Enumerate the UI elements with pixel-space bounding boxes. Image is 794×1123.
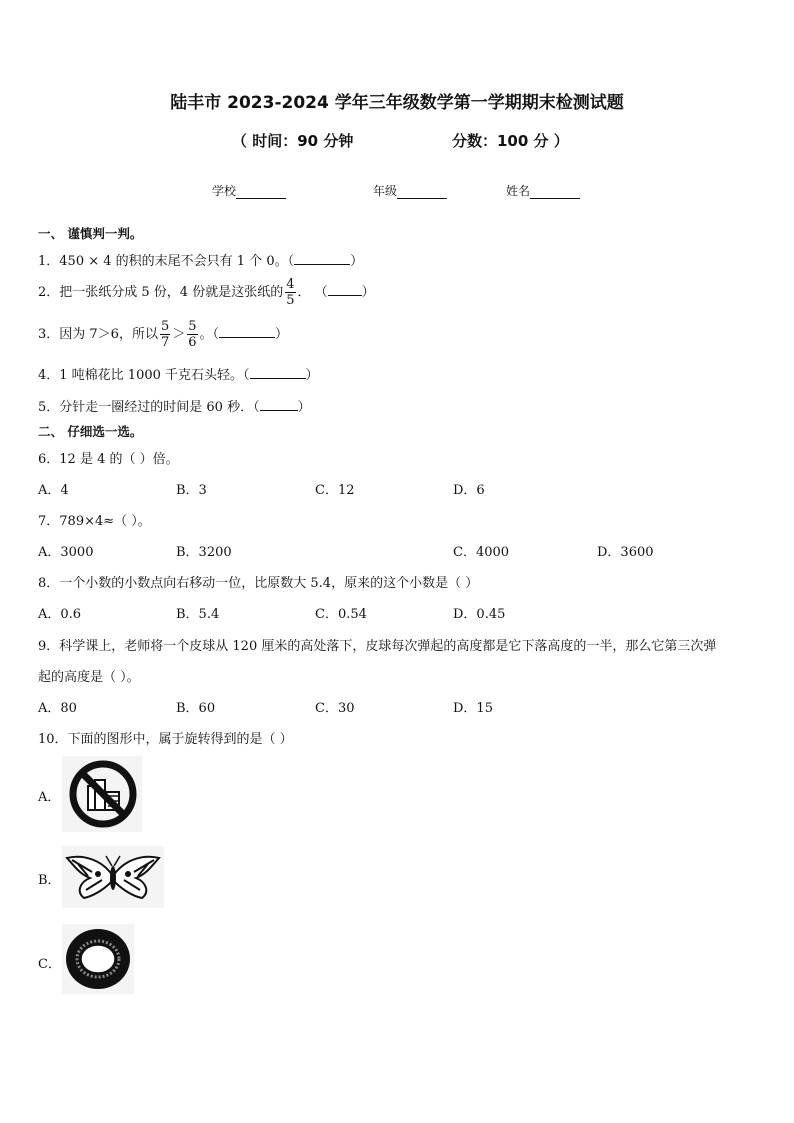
section-2-heading: 二、 仔细选一选。 [38, 424, 143, 439]
question-6: 6．12 是 4 的（ ）倍。 [38, 452, 179, 467]
ring-icon [62, 924, 134, 994]
q6-option-d: D．6 [453, 483, 485, 498]
fraction-4-5: $\frac{4}{5}$ [286, 277, 295, 308]
fraction-5-6: $\frac{5}{6}$ [188, 319, 197, 350]
q10-option-b-label: B． [38, 873, 61, 888]
question-3: 3．因为 7＞6，所以 $\frac{5}{7}$ ＞ $\frac{5}{6}$ 。（ ） [38, 319, 289, 350]
q9-option-b: B．60 [176, 701, 216, 716]
question-9-line-2: 起的高度是（ ）。 [38, 670, 140, 685]
q7-option-d: D．3600 [597, 545, 654, 560]
q9-option-a: A．80 [38, 701, 77, 716]
question-10: 10．下面的图形中，属于旋转得到的是（ ） [38, 732, 293, 747]
q9-option-c: C．30 [315, 701, 355, 716]
question-4: 4．1 吨棉花比 1000 千克石头轻。（ ） [38, 368, 319, 383]
q10-option-c-label: C． [38, 957, 61, 972]
q10-option-a-label: A． [38, 790, 61, 805]
exam-time: （ 时间：90 分钟 [232, 132, 354, 150]
q7-option-c: C．4000 [453, 545, 510, 560]
name-field: 姓名 [506, 182, 580, 199]
q8-option-a: A．0.6 [38, 607, 82, 622]
question-2: 2．把一张纸分成 5 份，4 份就是这张纸的 $\frac{4}{5}$ ． （ ） [38, 277, 375, 308]
q6-option-b: B．3 [176, 483, 207, 498]
q6-option-a: A．4 [38, 483, 69, 498]
question-5: 5．分针走一圈经过的时间是 60 秒．（ ） [38, 400, 311, 415]
question-8: 8．一个小数的小数点向右移动一位，比原数大 5.4，原来的这个小数是（ ） [38, 576, 479, 591]
question-1: 1．450 × 4 的积的末尾不会只有 1 个 0。（ ） [38, 254, 364, 269]
school-field: 学校 [212, 182, 286, 199]
q8-option-b: B．5.4 [176, 607, 220, 622]
q7-option-a: A．3000 [38, 545, 94, 560]
exam-score: 分数：100 分 ） [452, 132, 569, 150]
q8-option-d: D．0.45 [453, 607, 506, 622]
grade-field: 年级 [373, 182, 447, 199]
question-7: 7．789×4≈（ ）。 [38, 514, 151, 529]
q9-option-d: D．15 [453, 701, 493, 716]
q6-option-c: C．12 [315, 483, 355, 498]
section-1-heading: 一、 谨慎判一判。 [38, 226, 143, 241]
fraction-5-7: $\frac{5}{7}$ [160, 319, 170, 350]
question-9-line-1: 9．科学课上，老师将一个皮球从 120 厘米的高处落下，皮球每次弹起的高度都是它下落高度的一半，那么它第三次弹 [38, 639, 717, 654]
q7-option-b: B．3200 [176, 545, 232, 560]
butterfly-icon [62, 846, 164, 908]
no-building-sign-icon [62, 756, 142, 832]
q8-option-c: C．0.54 [315, 607, 367, 622]
page-title: 陆丰市 2023-2024 学年三年级数学第一学期期末检测试题 [170, 93, 624, 113]
